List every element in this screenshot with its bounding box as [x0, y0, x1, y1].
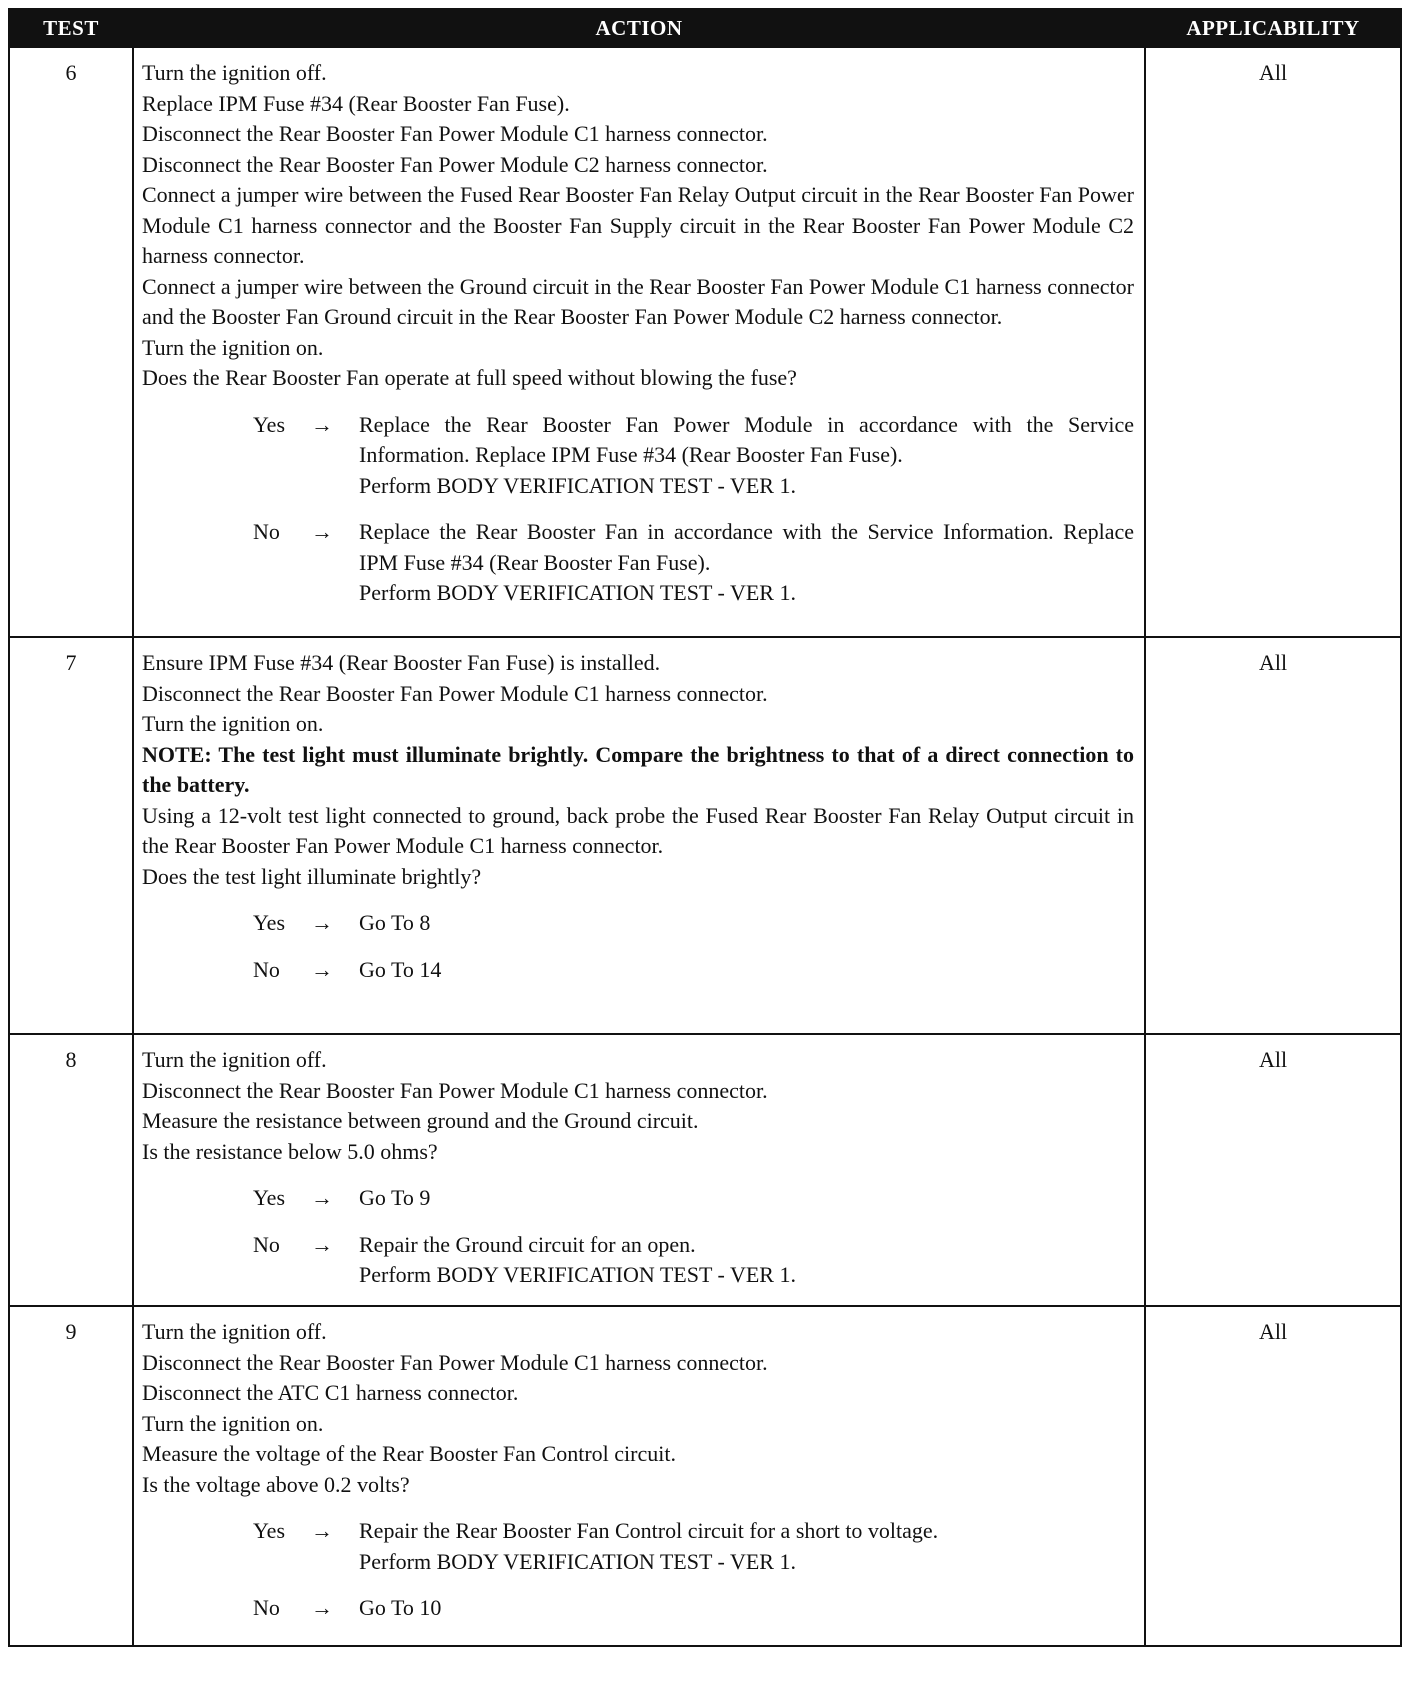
header-applicability: APPLICABILITY — [1145, 9, 1401, 47]
arrow-right-icon: → — [311, 411, 333, 437]
result-yes — [142, 908, 1134, 939]
test-row-9 — [9, 1306, 1401, 1646]
result-no — [142, 955, 1134, 986]
step: Connect a jumper wire between the Ground circuit in the Rear Booster Fan Power Module C1 harness connector and the Booster Fan Ground circuit in the Rear Booster Fan Power Module C2 harness connector. — [142, 273, 1134, 329]
action-cell — [133, 1306, 1145, 1646]
step: Turn the ignition on. — [142, 1410, 324, 1436]
result-line: Repair the Rear Booster Fan Control circuit for a short to voltage. — [359, 1518, 939, 1543]
step: Does the test light illuminate brightly? — [142, 863, 482, 889]
result-line: Replace the Rear Booster Fan Power Module in accordance with the Service Information. Replace IPM Fuse #34 (Rear Booster Fan Fuse). — [359, 411, 1134, 467]
note-text: NOTE: The test light must illuminate brightly. Compare the brightness to that of a direct connection to the battery. — [142, 741, 1134, 797]
result-yes — [142, 410, 1134, 502]
goto-link[interactable]: Go To 9 — [359, 1185, 431, 1210]
result-label: Yes — [253, 1185, 286, 1210]
result-no — [142, 1230, 1134, 1291]
step: Disconnect the Rear Booster Fan Power Module C1 harness connector. — [142, 1077, 768, 1103]
test-number: 7 — [9, 637, 133, 1034]
header-action: ACTION — [133, 9, 1145, 47]
header-test: TEST — [9, 9, 133, 47]
table-header-row — [9, 9, 1401, 47]
diagnostic-procedure-page — [8, 8, 1400, 1684]
applicability-value: All — [1145, 1306, 1401, 1646]
step: Connect a jumper wire between the Fused Rear Booster Fan Relay Output circuit in the Rear Booster Fan Power Module C1 harness connector and the Booster Fan Supply circuit in the Rear Booster Fan Power Module C2 harness connector. — [142, 182, 1134, 268]
applicability-value: All — [1145, 47, 1401, 637]
arrow-right-icon: → — [311, 956, 333, 982]
result-list — [142, 1516, 1134, 1624]
result-action — [359, 517, 1134, 609]
result-label: No — [253, 519, 280, 544]
goto-link[interactable]: Go To 8 — [359, 910, 431, 935]
step: Disconnect the Rear Booster Fan Power Module C1 harness connector. — [142, 680, 768, 706]
result-line: Repair the Ground circuit for an open. — [359, 1231, 696, 1257]
diagnostic-test-table — [8, 8, 1402, 1647]
step: Using a 12-volt test light connected to ground, back probe the Fused Rear Booster Fan Relay Output circuit in the Rear Booster Fan Power Module C1 harness connector. — [142, 802, 1134, 858]
result-action — [359, 1516, 1134, 1577]
step: Turn the ignition off. — [142, 1319, 327, 1344]
result-label: Yes — [253, 910, 286, 935]
result-line: Perform BODY VERIFICATION TEST - VER 1. — [359, 580, 796, 605]
arrow-right-icon: → — [311, 1185, 333, 1210]
arrow-right-icon: → — [311, 1595, 333, 1620]
action-cell — [133, 1034, 1145, 1306]
result-line: Perform BODY VERIFICATION TEST - VER 1. — [359, 1262, 796, 1287]
step: Disconnect the Rear Booster Fan Power Module C2 harness connector. — [142, 151, 768, 177]
step: Turn the ignition on. — [142, 711, 324, 736]
step: Turn the ignition off. — [142, 1047, 327, 1072]
result-label: No — [253, 1595, 280, 1620]
result-no — [142, 517, 1134, 609]
result-yes — [142, 1183, 1134, 1214]
step: Is the resistance below 5.0 ohms? — [142, 1138, 438, 1164]
result-line: Perform BODY VERIFICATION TEST - VER 1. — [359, 472, 796, 498]
result-line: Replace the Rear Booster Fan in accordance with the Service Information. Replace IPM Fuse #34 (Rear Booster Fan Fuse). — [359, 519, 1134, 575]
step: Measure the resistance between ground and the Ground circuit. — [142, 1108, 699, 1133]
result-action — [359, 955, 1134, 986]
step: Is the voltage above 0.2 volts? — [142, 1471, 410, 1497]
result-no — [142, 1593, 1134, 1624]
goto-link[interactable]: Go To 10 — [359, 1595, 442, 1620]
result-list — [142, 908, 1134, 985]
test-row-6 — [9, 47, 1401, 637]
arrow-right-icon: → — [311, 910, 333, 935]
result-label: Yes — [253, 1518, 286, 1543]
result-action — [359, 1593, 1134, 1624]
result-line: Perform BODY VERIFICATION TEST - VER 1. — [359, 1548, 796, 1574]
test-number: 6 — [9, 47, 133, 637]
step: Ensure IPM Fuse #34 (Rear Booster Fan Fuse) is installed. — [142, 650, 661, 675]
result-action — [359, 1183, 1134, 1214]
applicability-value: All — [1145, 637, 1401, 1034]
result-label: No — [253, 1231, 280, 1257]
applicability-value: All — [1145, 1034, 1401, 1306]
test-number: 9 — [9, 1306, 133, 1646]
step: Disconnect the Rear Booster Fan Power Module C1 harness connector. — [142, 121, 768, 146]
test-row-8 — [9, 1034, 1401, 1306]
result-label: Yes — [253, 411, 286, 437]
result-list — [142, 410, 1134, 609]
step: Replace IPM Fuse #34 (Rear Booster Fan Fuse). — [142, 90, 570, 116]
step: Does the Rear Booster Fan operate at full speed without blowing the fuse? — [142, 365, 797, 390]
result-action — [359, 908, 1134, 939]
goto-link[interactable]: Go To 14 — [359, 956, 442, 982]
step: Turn the ignition on. — [142, 334, 324, 360]
result-list — [142, 1183, 1134, 1291]
step: Disconnect the ATC C1 harness connector. — [142, 1380, 519, 1405]
arrow-right-icon: → — [311, 1231, 333, 1257]
test-number: 8 — [9, 1034, 133, 1306]
step: Turn the ignition off. — [142, 60, 327, 85]
step: Disconnect the Rear Booster Fan Power Module C1 harness connector. — [142, 1349, 768, 1375]
arrow-right-icon: → — [311, 519, 333, 544]
result-yes — [142, 1516, 1134, 1577]
result-label: No — [253, 956, 280, 982]
arrow-right-icon: → — [311, 1518, 333, 1543]
result-action — [359, 410, 1134, 502]
step: Measure the voltage of the Rear Booster Fan Control circuit. — [142, 1441, 676, 1466]
test-row-7 — [9, 637, 1401, 1034]
result-action — [359, 1230, 1134, 1291]
action-cell — [133, 47, 1145, 637]
action-cell — [133, 637, 1145, 1034]
